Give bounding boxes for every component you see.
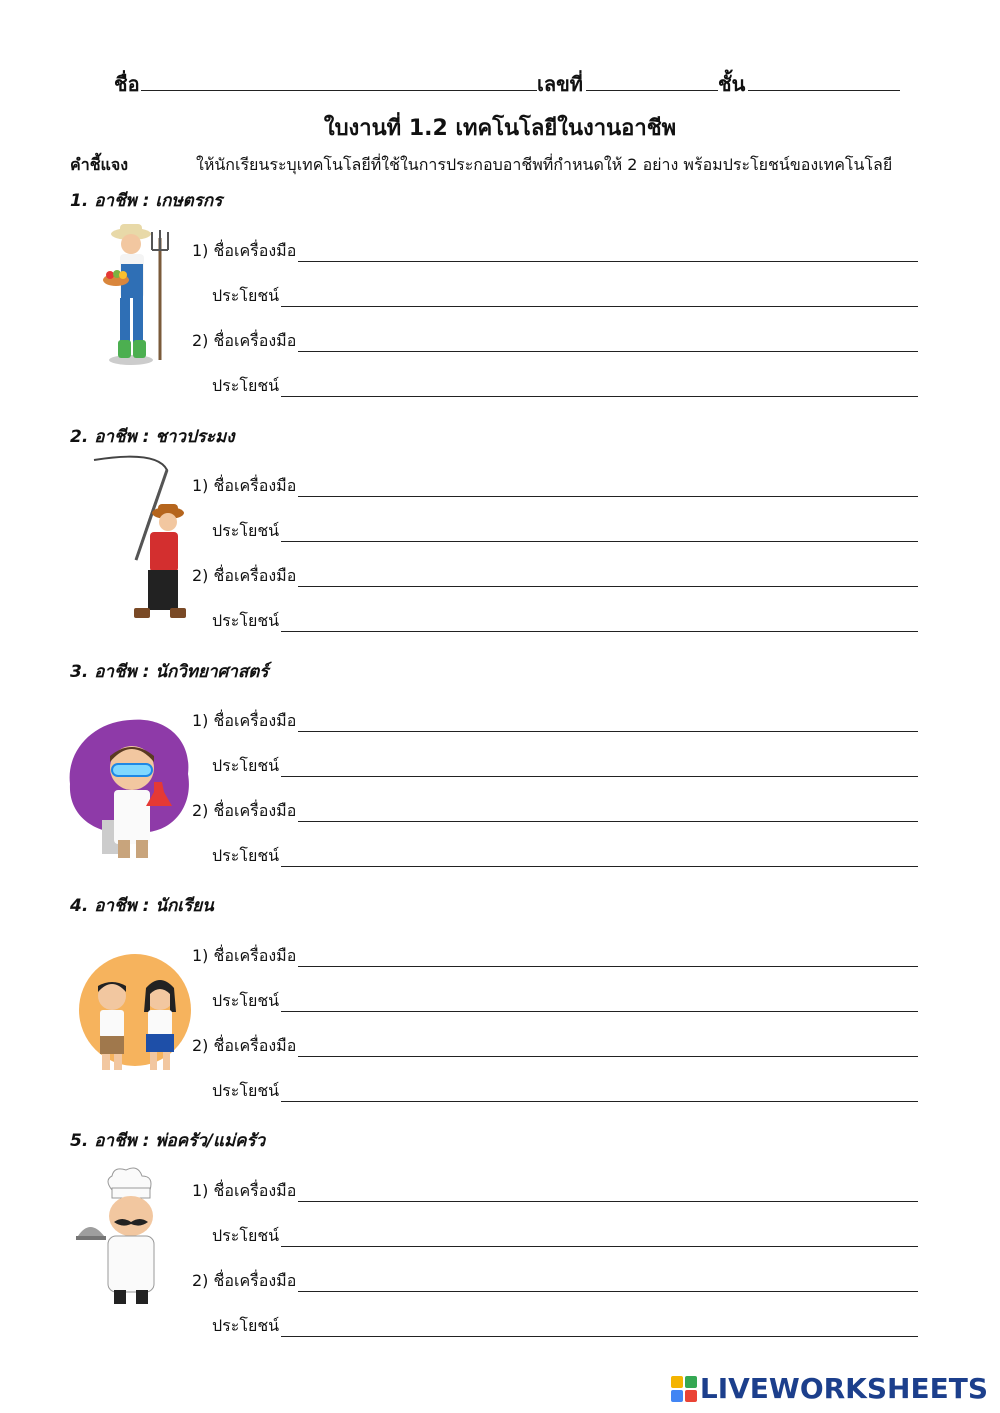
farmer-tool2-input[interactable] <box>298 327 918 352</box>
tool1-label: 1) ชื่อเครื่องมือ <box>192 476 297 495</box>
liveworksheets-mark-icon <box>671 1376 697 1402</box>
scientist-benefit2-row <box>212 843 918 867</box>
section-title-scientist: 3. อาชีพ : นักวิทยาศาสตร์ <box>70 662 269 682</box>
instruction-label: คำชี้แจง <box>70 155 129 174</box>
chef-illustration <box>74 1166 174 1310</box>
tool2-label: 2) ชื่อเครื่องมือ <box>192 566 297 585</box>
liveworksheets-logo <box>671 1372 988 1405</box>
class-label: ชั้น <box>718 72 746 96</box>
students-tool1-input[interactable] <box>298 942 918 967</box>
tool2-label: 2) ชื่อเครื่องมือ <box>192 331 297 350</box>
section-title-fisherman: 2. อาชีพ : ชาวประมง <box>70 427 235 447</box>
scientist-tool1-row <box>192 708 918 732</box>
benefit-label: ประโยชน์ <box>212 1226 280 1245</box>
tool1-label: 1) ชื่อเครื่องมือ <box>192 946 297 965</box>
tool1-label: 1) ชื่อเครื่องมือ <box>192 711 297 730</box>
section-title-chef: 5. อาชีพ : พ่อครัว/แม่ครัว <box>70 1131 266 1151</box>
fisherman-tool1-row <box>192 473 918 497</box>
scientist-tool2-input[interactable] <box>298 797 918 822</box>
tool1-label: 1) ชื่อเครื่องมือ <box>192 241 297 260</box>
students-benefit2-input[interactable] <box>281 1077 918 1102</box>
students-benefit1-input[interactable] <box>281 987 918 1012</box>
students-illustration <box>78 952 194 1076</box>
chef-tool2-row <box>192 1268 918 1292</box>
chef-benefit2-input[interactable] <box>281 1312 918 1337</box>
chef-benefit2-row <box>212 1313 918 1337</box>
name-field[interactable] <box>141 90 537 91</box>
scientist-benefit2-input[interactable] <box>281 842 918 867</box>
chef-benefit1-row <box>212 1223 918 1247</box>
scientist-benefit1-row <box>212 753 918 777</box>
students-benefit2-row <box>212 1078 918 1102</box>
benefit-label: ประโยชน์ <box>212 846 280 865</box>
farmer-benefit1-input[interactable] <box>281 282 918 307</box>
scientist-benefit1-input[interactable] <box>281 752 918 777</box>
tool2-label: 2) ชื่อเครื่องมือ <box>192 801 297 820</box>
number-label: เลขที่ <box>537 72 583 96</box>
farmer-tool1-row <box>192 238 918 262</box>
scientist-tool2-row <box>192 798 918 822</box>
name-label: ชื่อ <box>114 72 140 96</box>
chef-benefit1-input[interactable] <box>281 1222 918 1247</box>
farmer-illustration <box>98 218 178 368</box>
benefit-label: ประโยชน์ <box>212 756 280 775</box>
fisherman-benefit2-input[interactable] <box>281 607 918 632</box>
students-benefit1-row <box>212 988 918 1012</box>
students-tool2-input[interactable] <box>298 1032 918 1057</box>
tool2-label: 2) ชื่อเครื่องมือ <box>192 1271 297 1290</box>
farmer-tool2-row <box>192 328 918 352</box>
section-title-students: 4. อาชีพ : นักเรียน <box>70 896 214 916</box>
fisherman-benefit1-row <box>212 518 918 542</box>
chef-tool1-row <box>192 1178 918 1202</box>
farmer-tool1-input[interactable] <box>298 237 918 262</box>
logo-text: LIVEWORKSHEETS <box>699 1372 988 1405</box>
benefit-label: ประโยชน์ <box>212 521 280 540</box>
worksheet-title: ใบงานที่ 1.2 เทคโนโลยีในงานอาชีพ <box>323 116 677 141</box>
section-title-farmer: 1. อาชีพ : เกษตรกร <box>70 191 223 211</box>
benefit-label: ประโยชน์ <box>212 286 280 305</box>
farmer-benefit2-row <box>212 373 918 397</box>
instruction-text: ให้นักเรียนระบุเทคโนโลยีที่ใช้ในการประกอบอาชีพที่กำหนดให้ 2 อย่าง พร้อมประโยชน์ของเทคโนโลยี <box>196 155 893 174</box>
chef-tool1-input[interactable] <box>298 1177 918 1202</box>
fisherman-tool2-row <box>192 563 918 587</box>
benefit-label: ประโยชน์ <box>212 991 280 1010</box>
class-field[interactable] <box>748 90 900 91</box>
benefit-label: ประโยชน์ <box>212 611 280 630</box>
farmer-benefit1-row <box>212 283 918 307</box>
fisherman-tool1-input[interactable] <box>298 472 918 497</box>
tool1-label: 1) ชื่อเครื่องมือ <box>192 1181 297 1200</box>
fisherman-benefit2-row <box>212 608 918 632</box>
fisherman-illustration <box>92 450 192 630</box>
benefit-label: ประโยชน์ <box>212 376 280 395</box>
chef-tool2-input[interactable] <box>298 1267 918 1292</box>
number-field[interactable] <box>586 90 718 91</box>
farmer-benefit2-input[interactable] <box>281 372 918 397</box>
scientist-tool1-input[interactable] <box>298 707 918 732</box>
fisherman-tool2-input[interactable] <box>298 562 918 587</box>
scientist-illustration <box>66 716 194 864</box>
students-tool1-row <box>192 943 918 967</box>
benefit-label: ประโยชน์ <box>212 1081 280 1100</box>
benefit-label: ประโยชน์ <box>212 1316 280 1335</box>
tool2-label: 2) ชื่อเครื่องมือ <box>192 1036 297 1055</box>
students-tool2-row <box>192 1033 918 1057</box>
fisherman-benefit1-input[interactable] <box>281 517 918 542</box>
